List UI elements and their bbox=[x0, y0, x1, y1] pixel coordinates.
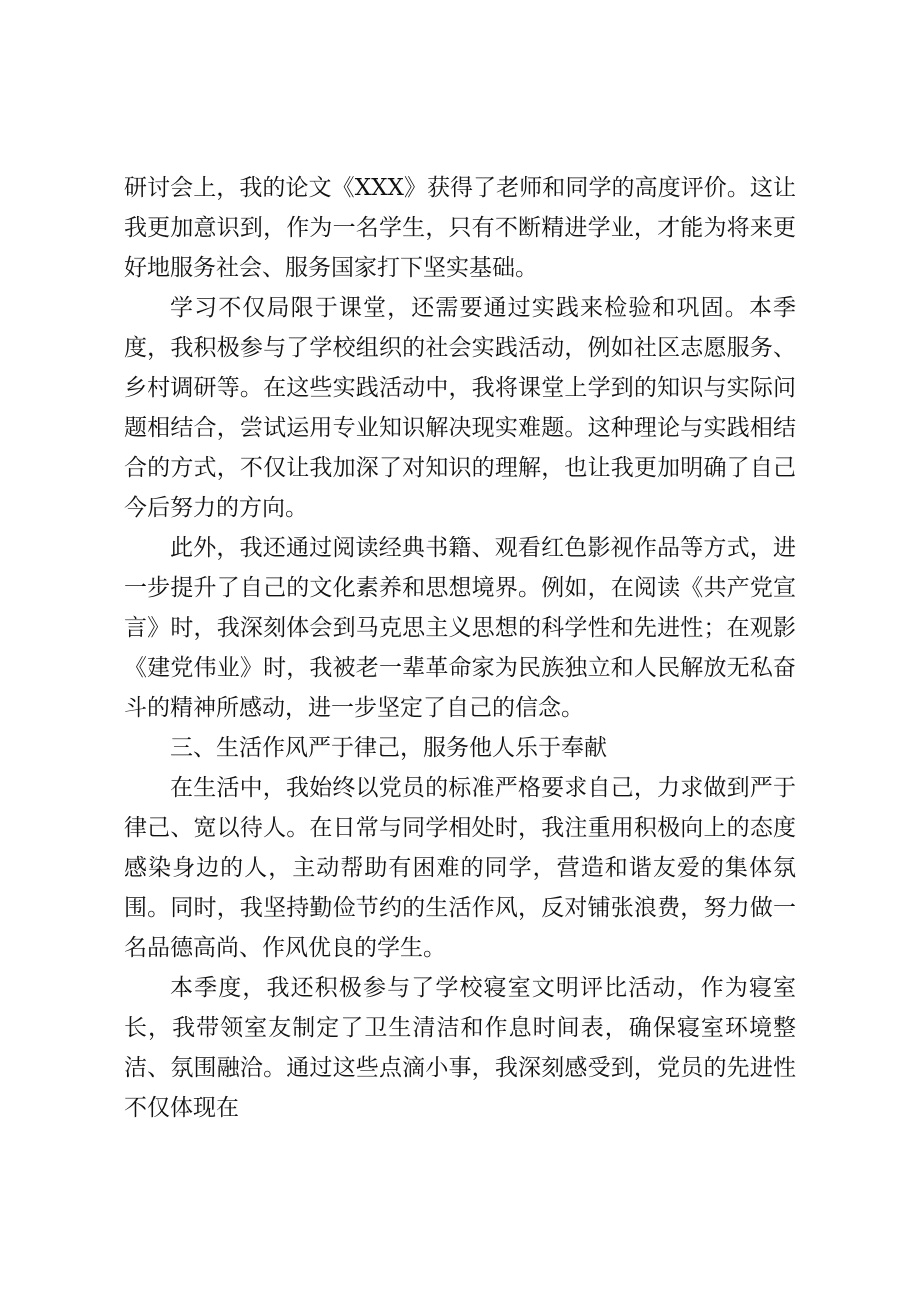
section-heading: 三、生活作风严于律己，服务他人乐于奉献 bbox=[170, 735, 607, 761]
paragraph-lifestyle: 在生活中，我始终以党员的标准严格要求自己，力求做到严于律己、宽以待人。在日常与同学相处时，我注重用积极向上的态度感染身边的人，主动帮助有困难的同学，营造和谐友爱的集体氛围。同时，我坚持勤俭节约的生活作风，反对铺张浪费，努力做一名品德高尚、作风优良的学生。 bbox=[124, 775, 796, 961]
paragraph-dormitory: 本季度，我还积极参与了学校寝室文明评比活动，作为寝室长，我带领室友制定了卫生清洁和作息时间表，确保寝室环境整洁、氛围融洽。通过这些点滴小事，我深刻感受到，党员的先进性不仅体现在 bbox=[124, 975, 796, 1121]
paragraph-continuation: 研讨会上，我的论文《XXX》获得了老师和同学的高度评价。这让我更加意识到，作为一名学生，只有不断精进学业，才能为将来更好地服务社会、服务国家打下坚实基础。 bbox=[124, 175, 796, 281]
paragraph-reading: 此外，我还通过阅读经典书籍、观看红色影视作品等方式，进一步提升了自己的文化素养和思想境界。例如，在阅读《共产党宣言》时，我深刻体会到马克思主义思想的科学性和先进性；在观影《建党伟业》时，我被老一辈革命家为民族独立和人民解放无私奋斗的精神所感动，进一步坚定了自己的信念。 bbox=[124, 535, 796, 721]
document-body bbox=[124, 168, 796, 1128]
paragraph-practice: 学习不仅局限于课堂，还需要通过实践来检验和巩固。本季度，我积极参与了学校组织的社会实践活动，例如社区志愿服务、乡村调研等。在这些实践活动中，我将课堂上学到的知识与实际问题相结合，尝试运用专业知识解决现实难题。这种理论与实践相结合的方式，不仅让我加深了对知识的理解，也让我更加明确了自己今后努力的方向。 bbox=[124, 295, 796, 521]
